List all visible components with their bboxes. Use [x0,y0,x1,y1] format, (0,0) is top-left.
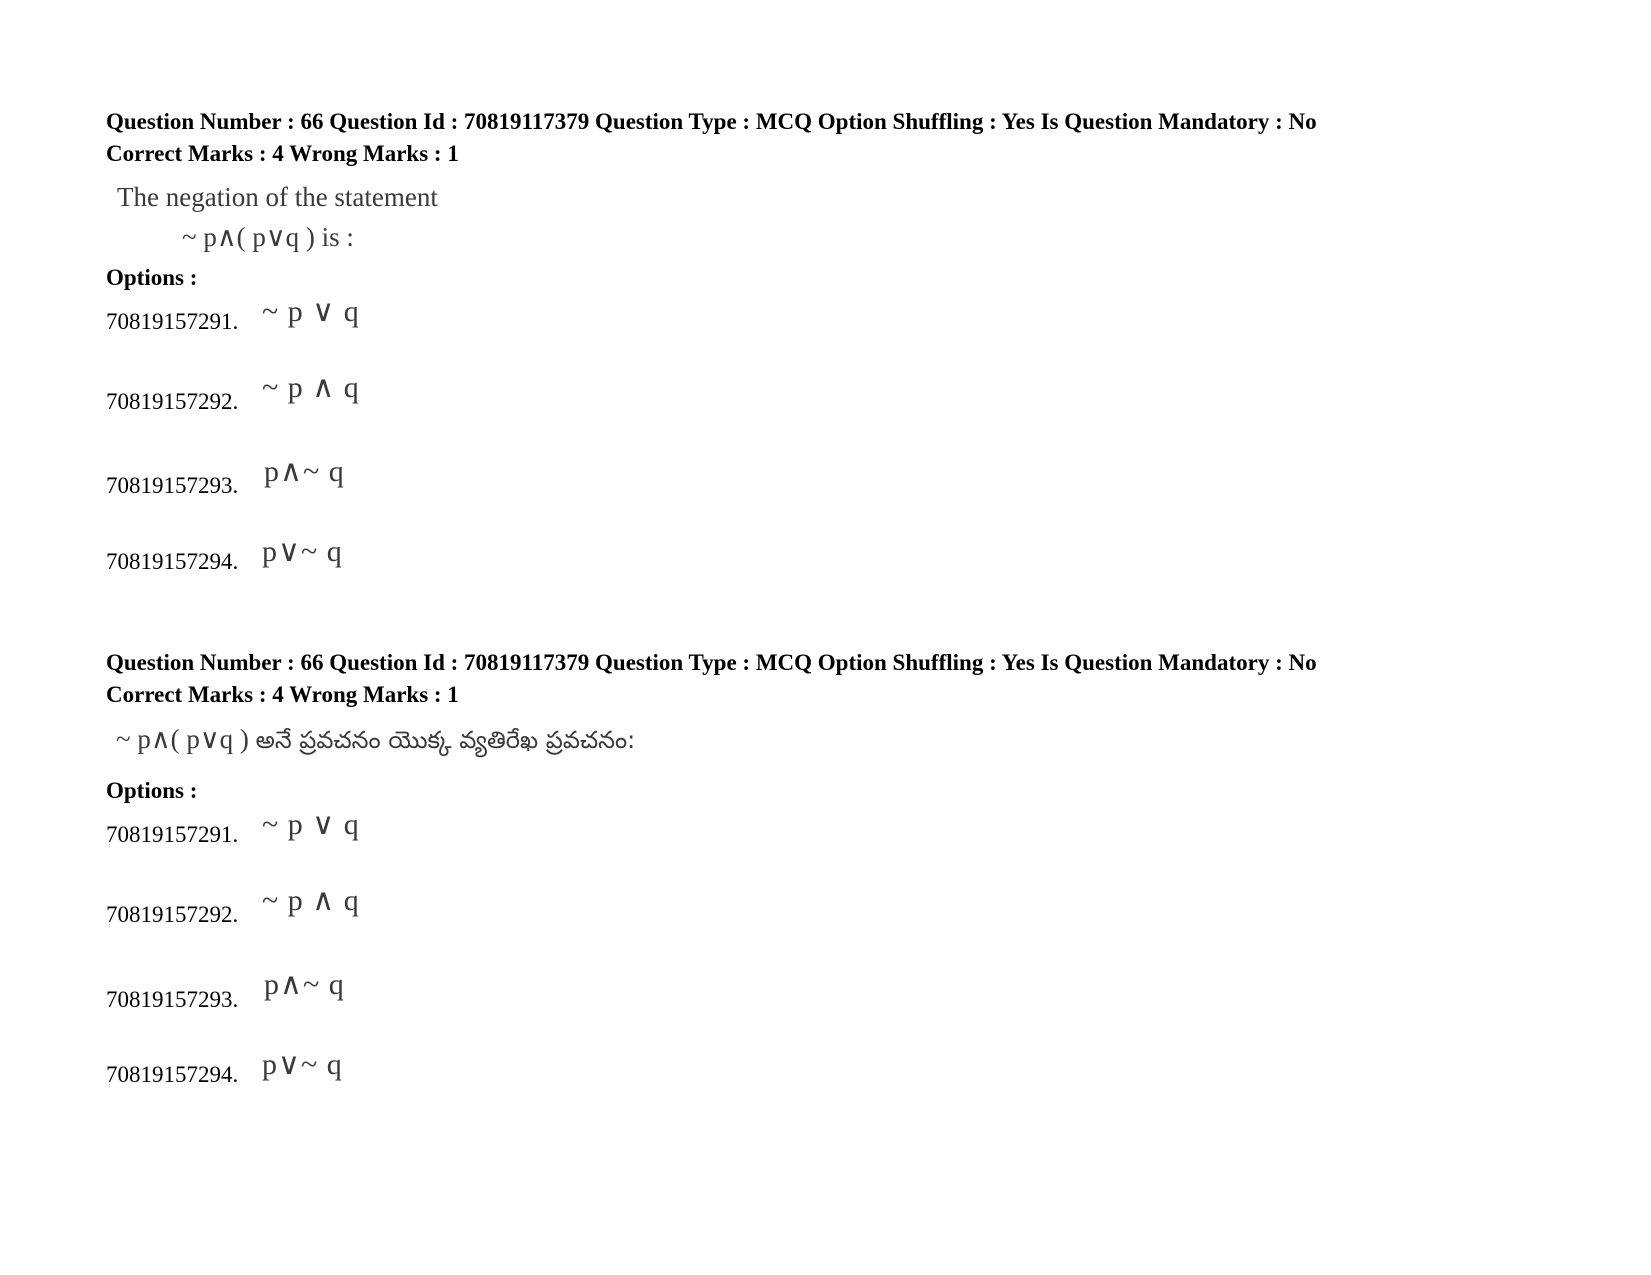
question-stem-text: అనే ప్రవచనం యొక్క వ్యతిరేఖ ప్రవచనం: [255,726,636,754]
question-stem-telugu [116,724,635,760]
option-id: 70819157292. [106,902,239,927]
option-id: 70819157292. [106,389,239,414]
option-expression: p∧~ q [264,455,345,488]
option-id: 70819157294. [106,549,239,574]
option-id: 70819157293. [106,473,239,498]
option-id: 70819157294. [106,1062,239,1087]
option-expression: ~ p ∧ q [262,371,360,404]
options-label: Options : [106,778,198,803]
option-expression: ~ p ∨ q [262,295,360,328]
question-stem-line: The negation of the statement [117,182,438,212]
question-marks-line: Correct Marks : 4 Wrong Marks : 1 [106,141,459,166]
option-expression: ~ p ∧ q [262,884,360,917]
option-expression: p∨~ q [262,1048,343,1081]
options-label: Options : [106,265,198,290]
option-id: 70819157291. [106,822,239,847]
option-expression: p∧~ q [264,968,345,1001]
question-stem-math: ~ p∧( p∨q ) is : [182,222,354,252]
question-meta-line: Question Number : 66 Question Id : 70819117379 Question Type : MCQ Option Shuffling : Yes Is Question Mandatory : No [106,109,1317,134]
question-marks-line: Correct Marks : 4 Wrong Marks : 1 [106,682,459,707]
option-expression: p∨~ q [262,535,343,568]
question-stem-math: ~ p∧( p∨q ) [116,724,249,754]
option-id: 70819157291. [106,309,239,334]
option-id: 70819157293. [106,987,239,1012]
question-meta-line: Question Number : 66 Question Id : 70819117379 Question Type : MCQ Option Shuffling : Yes Is Question Mandatory : No [106,650,1317,675]
option-expression: ~ p ∨ q [262,808,360,841]
